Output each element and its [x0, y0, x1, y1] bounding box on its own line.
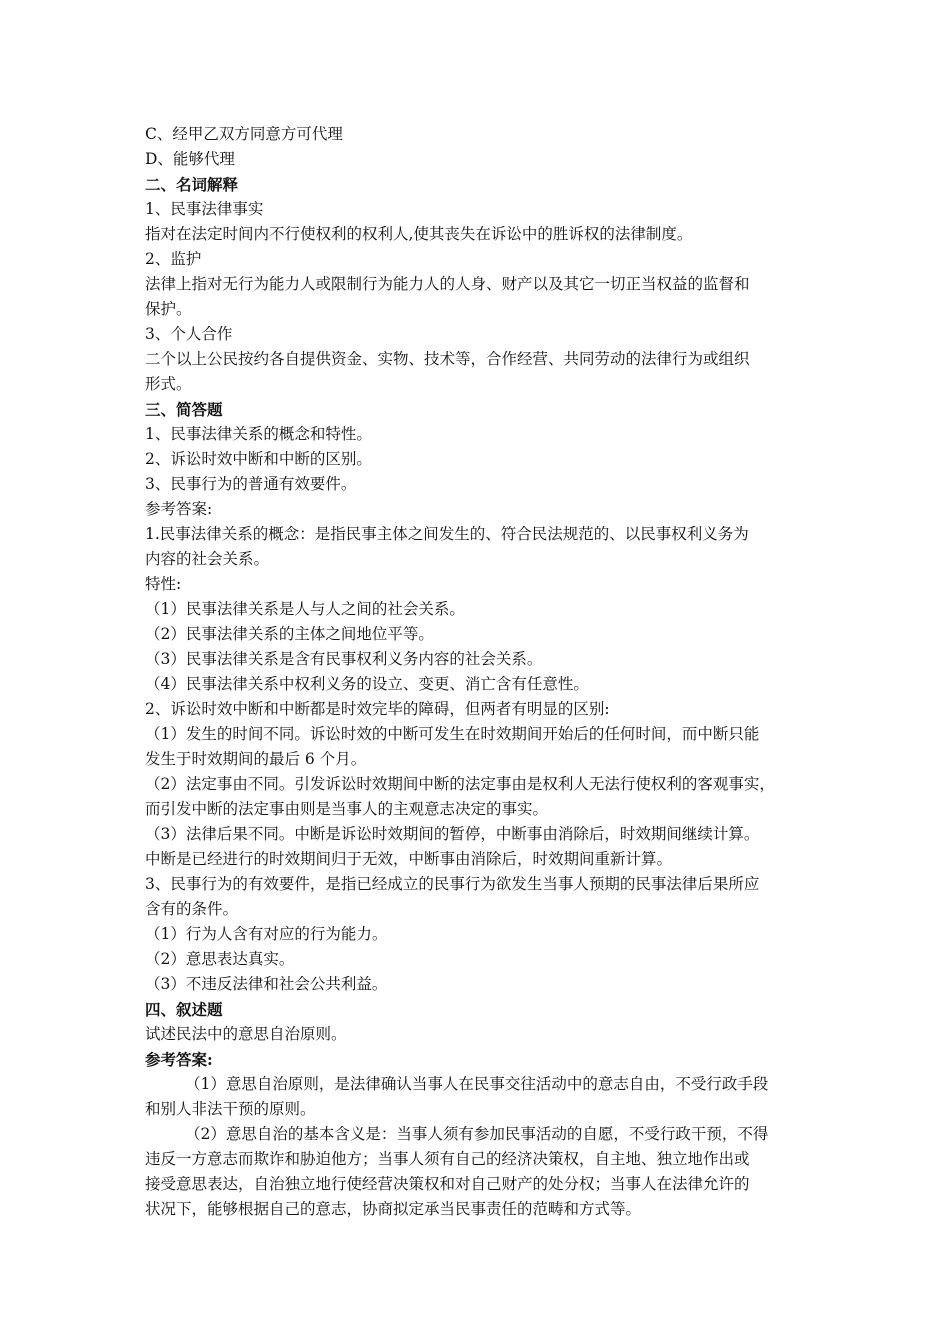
text-line: （2）民事法律关系的主体之间地位平等。: [145, 625, 434, 643]
text-line: （2）意思表达真实。: [145, 950, 295, 968]
text-line: 法律上指对无行为能力人或限制行为能力人的人身、财产以及其它一切正当权益的监督和: [145, 275, 750, 293]
text-line: （1）意思自治原则，是法律确认当事人在民事交往活动中的意志自由，不受行政手段: [185, 1075, 769, 1093]
text-line: 含有的条件。: [145, 900, 239, 918]
text-line: （1）行为人含有对应的行为能力。: [145, 925, 388, 943]
text-line: （1）发生的时间不同。诉讼时效的中断可发生在时效期间开始后的任何时间，而中断只能: [145, 725, 760, 743]
text-line: 2、诉讼时效中断和中断的区别。: [145, 450, 372, 468]
text-line: 试述民法中的意思自治原则。: [145, 1025, 347, 1043]
text-line: 2、诉讼时效中断和中断都是时效完毕的障碍，但两者有明显的区别:: [145, 700, 610, 718]
text-line: 指对在法定时间内不行使权利的权利人,使其丧失在诉讼中的胜诉权的法律制度。: [145, 225, 693, 243]
text-line: 3、个人合作: [145, 325, 233, 343]
text-line: 内容的社会关系。: [145, 550, 270, 568]
section-heading: 三、简答题: [145, 400, 223, 419]
text-line: 3、民事行为的有效要件，是指已经成立的民事行为欲发生当事人预期的民事法律后果所应: [145, 875, 760, 893]
text-line: （3）民事法律关系是含有民事权利义务内容的社会关系。: [145, 650, 543, 668]
section-heading: 二、名词解释: [145, 175, 239, 194]
section-heading: 四、叙述题: [145, 1000, 223, 1019]
text-line: C、经甲乙双方同意方可代理: [145, 125, 343, 143]
text-line: 违反一方意志而欺诈和胁迫他方；当事人须有自己的经济决策权，自主地、独立地作出或: [145, 1150, 750, 1168]
text-line: 1、民事法律事实: [145, 200, 264, 218]
text-line: 二个以上公民按约各自提供资金、实物、技术等，合作经营、共同劳动的法律行为或组织: [145, 350, 750, 368]
text-line: 而引发中断的法定事由则是当事人的主观意志决定的事实。: [145, 800, 549, 818]
text-line: （2）意思自治的基本含义是：当事人须有参加民事活动的自愿，不受行政干预，不得: [185, 1125, 769, 1143]
text-line: （3）不违反法律和社会公共利益。: [145, 975, 388, 993]
section-heading: 参考答案:: [145, 1050, 213, 1069]
text-line: 发生于时效期间的最后 6 个月。: [145, 750, 367, 768]
text-line: （4）民事法律关系中权利义务的设立、变更、消亡含有任意性。: [145, 675, 589, 693]
text-line: 形式。: [145, 375, 192, 393]
text-line: 和别人非法干预的原则。: [145, 1100, 316, 1118]
text-line: D、能够代理: [145, 150, 235, 168]
document-page: [145, 122, 815, 1222]
text-line: 中断是已经进行的时效期间归于无效，中断事由消除后，时效期间重新计算。: [145, 850, 673, 868]
text-line: 2、监护: [145, 250, 202, 268]
text-line: 接受意思表达，自治独立地行使经营决策权和对自己财产的处分权；当事人在法律允许的: [145, 1175, 750, 1193]
text-line: 特性:: [145, 575, 182, 593]
text-line: （2）法定事由不同。引发诉讼时效期间中断的法定事由是权利人无法行使权利的客观事实，: [145, 775, 775, 793]
text-line: 状况下，能够根据自己的意志，协商拟定承当民事责任的范畴和方式等。: [145, 1200, 642, 1218]
text-line: 1、民事法律关系的概念和特性。: [145, 425, 372, 443]
text-line: 1.民事法律关系的概念：是指民事主体之间发生的、符合民法规范的、以民事权利义务为: [145, 525, 749, 543]
text-line: 保护。: [145, 300, 192, 318]
text-line: 3、民事行为的普通有效要件。: [145, 475, 357, 493]
text-line: 参考答案:: [145, 500, 213, 518]
text-line: （1）民事法律关系是人与人之间的社会关系。: [145, 600, 465, 618]
text-line: （3）法律后果不同。中断是诉讼时效期间的暂停，中断事由消除后，时效期间继续计算。: [145, 825, 760, 843]
